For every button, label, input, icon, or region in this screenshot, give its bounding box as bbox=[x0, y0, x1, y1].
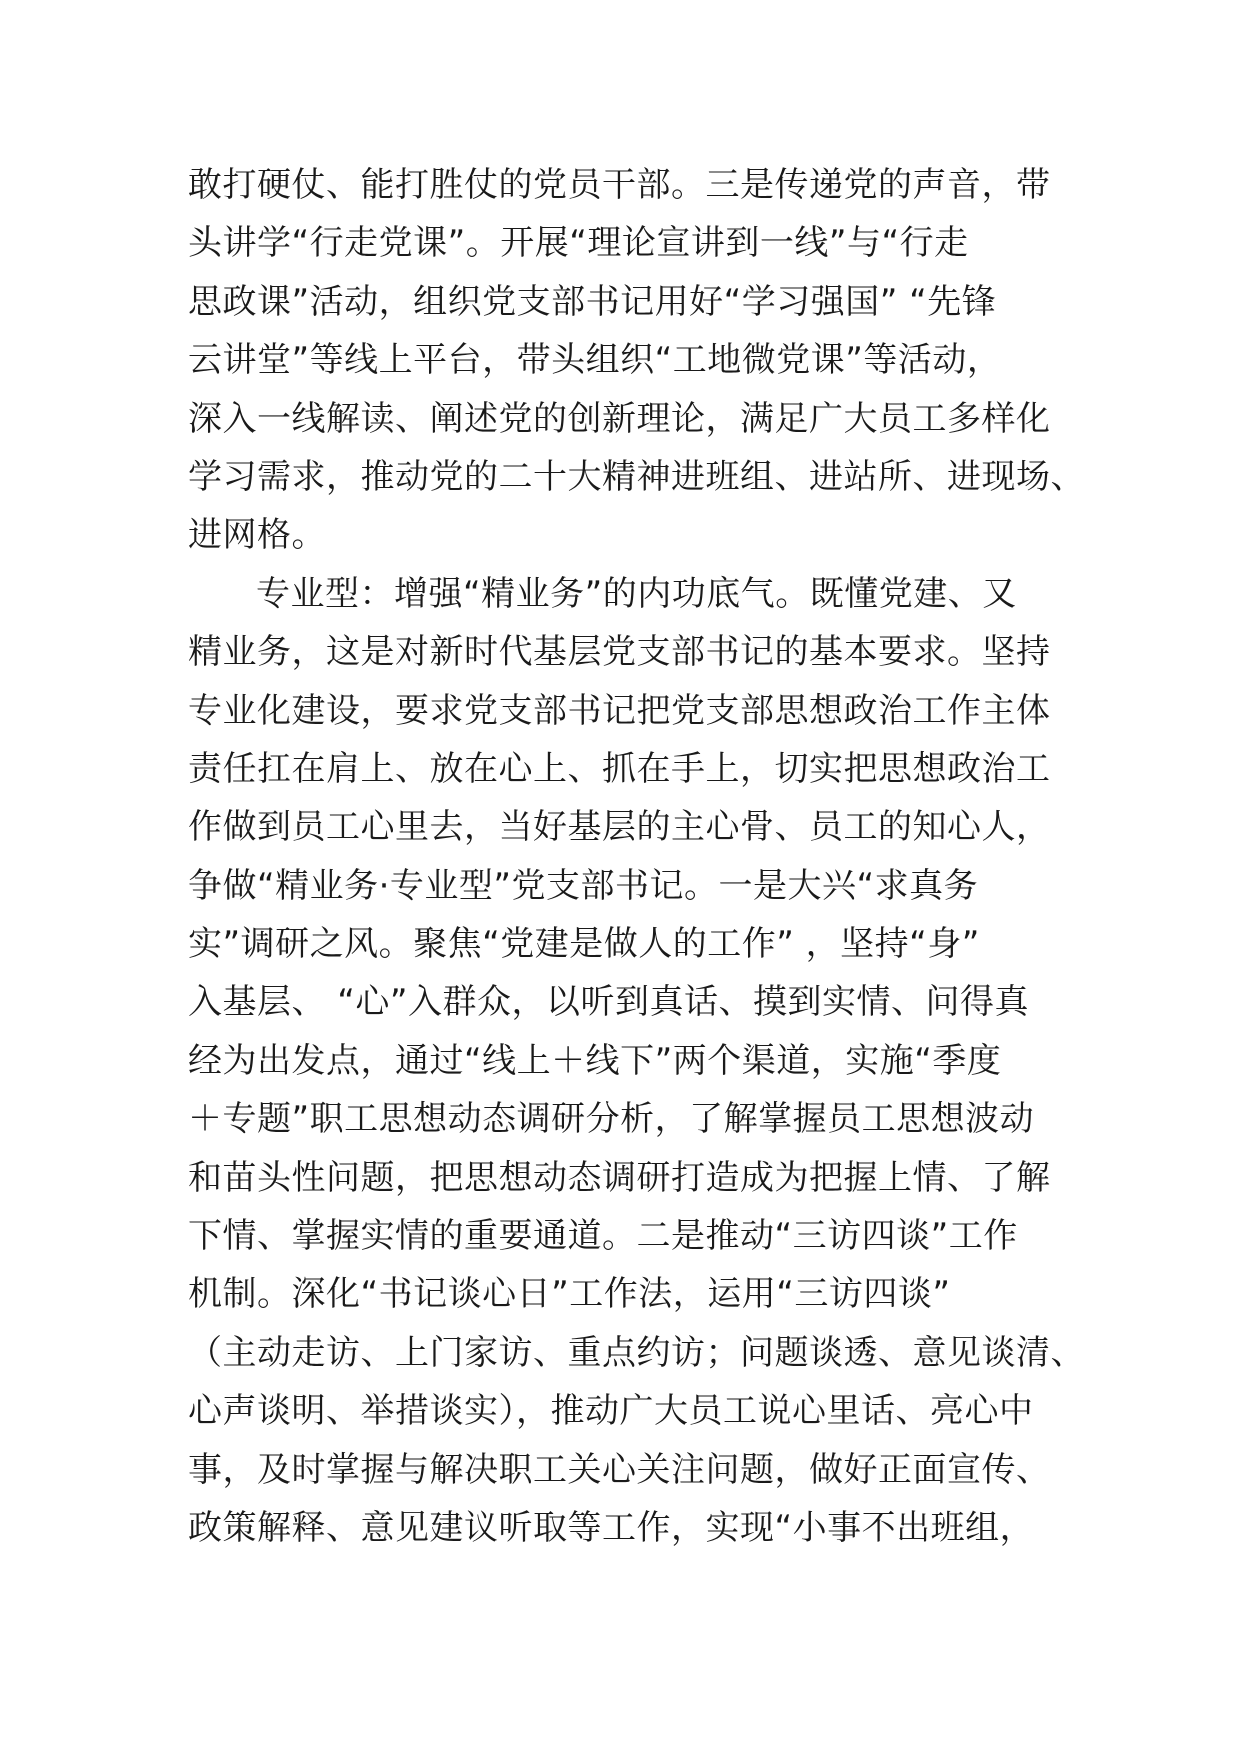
text-line: 入基层、 “心”入群众，以听到真话、摸到实情、问得真 bbox=[188, 982, 1030, 1023]
text-line: 实”调研之风。聚焦“党建是做人的工作” ，坚持“身” bbox=[188, 924, 980, 965]
text-line: 机制。深化“书记谈心日”工作法，运用“三访四谈” bbox=[188, 1274, 951, 1315]
text-line: 政策解释、意见建议听取等工作，实现“小事不出班组， bbox=[188, 1507, 1035, 1548]
text-line: 责任扛在肩上、放在心上、抓在手上，切实把思想政治工 bbox=[188, 748, 1051, 789]
text-line: 头讲学“行走党课”。开展“理论宣讲到一线”与“行走 bbox=[188, 223, 969, 264]
text-line: 作做到员工心里去，当好基层的主心骨、员工的知心人， bbox=[188, 807, 1051, 848]
body-text bbox=[188, 156, 1085, 1557]
text-line: ＋专题”职工思想动态调研分析，了解掌握员工思想波动 bbox=[188, 1099, 1035, 1140]
text-line: 云讲堂”等线上平台，带头组织“工地微党课”等活动， bbox=[188, 340, 1002, 381]
text-line: （主动走访、上门家访、重点约访；问题谈透、意见谈清、 bbox=[188, 1332, 1085, 1373]
text-line: 心声谈明、举措谈实），推动广大员工说心里话、亮心中 bbox=[188, 1391, 1034, 1432]
text-line: 进网格。 bbox=[188, 515, 326, 556]
text-line: 事，及时掌握与解决职工关心关注问题，做好正面宣传、 bbox=[188, 1449, 1051, 1490]
text-line: 专业化建设，要求党支部书记把党支部思想政治工作主体 bbox=[188, 690, 1051, 731]
text-line: 和苗头性问题，把思想动态调研打造成为把握上情、了解 bbox=[188, 1157, 1051, 1198]
text-line: 精业务，这是对新时代基层党支部书记的基本要求。坚持 bbox=[188, 632, 1051, 673]
paragraph-start-line: 专业型：增强“精业务”的内功底气。既懂党建、又 bbox=[256, 573, 1017, 614]
text-line: 敢打硬仗、能打胜仗的党员干部。三是传递党的声音，带 bbox=[188, 165, 1051, 205]
text-line: 争做“精业务·专业型”党支部书记。一是大兴“求真务 bbox=[188, 865, 979, 906]
text-line: 下情、掌握实情的重要通道。二是推动“三访四谈”工作 bbox=[188, 1216, 1018, 1257]
text-line: 深入一线解读、阐述党的创新理论，满足广大员工多样化 bbox=[188, 398, 1051, 439]
text-line: 学习需求，推动党的二十大精神进班组、进站所、进现场、 bbox=[188, 456, 1085, 497]
text-line: 经为出发点，通过“线上＋线下”两个渠道，实施“季度 bbox=[188, 1040, 1002, 1081]
text-line: 思政课”活动，组织党支部书记用好“学习强国” “先锋 bbox=[188, 281, 997, 322]
